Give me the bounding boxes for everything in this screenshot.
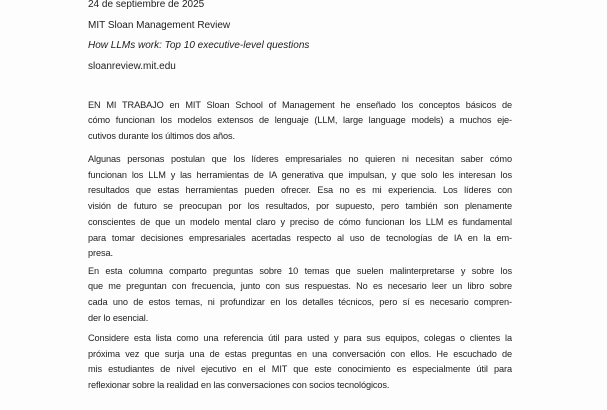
paragraph-line: funcionan los LLM y las herramientas de IA generativa que impulsan, y que solo les interesan los — [88, 169, 512, 180]
paragraph-line: der lo esencial. — [88, 312, 149, 323]
website-line: sloanreview.mit.edu — [88, 61, 176, 73]
paragraph-line: Algunas personas postulan que los líderes empresariales no quieren ni necesitan saber cómo — [88, 154, 512, 164]
paragraph-line: próxima vez que surja una de estas preguntas en una conversación con ellos. He escuchado de — [88, 348, 512, 359]
paragraph-line: presa. — [88, 248, 113, 259]
paragraph-line: visión de futuro se preocupan por los resultados, por supuesto, pero también son plenamente — [88, 201, 512, 212]
date-line: 24 de septiembre de 2025 — [88, 0, 205, 10]
text-column — [88, 0, 512, 410]
paragraph-line: conscientes de que un modelo mental claro y preciso de cómo funcionan los LLM es fundamental — [88, 216, 512, 227]
document-header — [88, 0, 512, 78]
paragraph-line: EN MI TRABAJO en MIT Sloan School of Management he enseñado los conceptos básicos de — [88, 99, 512, 110]
paragraph-line: cutivos durante los últimos dos años. — [88, 130, 235, 141]
paragraph — [88, 98, 512, 145]
paragraph — [88, 331, 512, 394]
paragraph-line: mis estudiantes de nivel ejecutivo en el MIT que este conocimiento es especialmente útil para — [88, 364, 512, 375]
paragraph-line: que me preguntan con frecuencia, junto con sus respuestas. No es necesario leer un libro sobre — [88, 281, 512, 292]
paragraph-line: Considere esta lista como una referencia útil para usted y para sus equipos, colegas o clientes la — [88, 333, 512, 343]
paragraph-line: resultados que estas herramientas pueden ofrecer. Esa no es mi experiencia. Los líderes con — [88, 185, 512, 196]
paragraph-line: reflexionar sobre la realidad en las conversaciones con socios tecnológicos. — [88, 380, 390, 391]
publication-line: MIT Sloan Management Review — [88, 19, 231, 31]
article-title-line: How LLMs work: Top 10 executive-level questions — [88, 40, 310, 52]
paragraph — [88, 264, 512, 327]
paragraph — [88, 152, 512, 262]
paragraph-line: cada uno de estos temas, ni profundizar en los detalles técnicos, pero sí es necesario compren- — [88, 296, 512, 307]
paragraph-line: En esta columna comparto preguntas sobre 10 temas que suelen malinterpretarse y sobre los — [88, 265, 512, 276]
paragraph-line: para tomar decisiones empresariales acertadas respecto al uso de tecnologías de IA en la em- — [88, 232, 512, 243]
paragraph-line: cómo funcionan los modelos extensos de lenguaje (LLM, large language models) a muchos eje- — [88, 115, 512, 126]
